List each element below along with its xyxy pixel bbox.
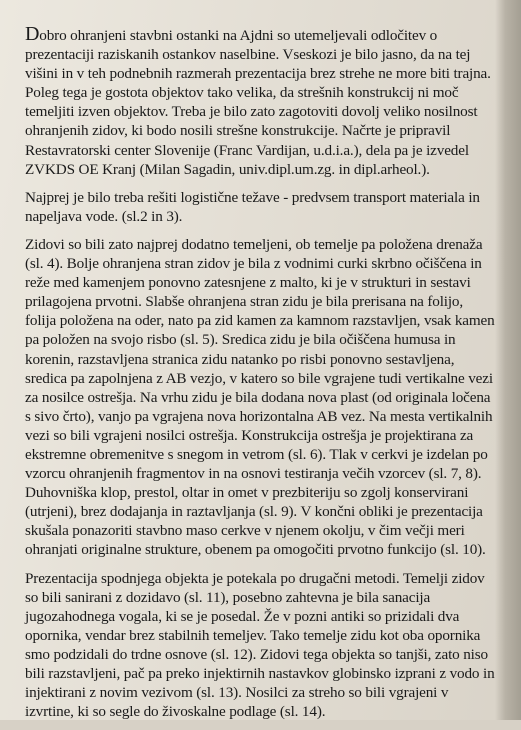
paragraph-2: Najprej je bilo treba rešiti logistične težave - predvsem transport materiala in napeljava vode. (sl.2 in 3). xyxy=(25,188,480,225)
article-text xyxy=(25,23,495,730)
paragraph-4: Prezentacija spodnjega objekta je potekala po drugačni metodi. Temelji zidov so bili sanirani z dozidavo (sl. 11), posebno zahtevna je bila sanacija jugozahodnega vogala, ki se je posedal. Že v pozni antiki so prizidali dva opornika, vendar brez stabilnih temeljev. Tako temelje zidu kot oba opornika smo podzidali do trdne osnove (sl. 12). Zidovi tega objekta so tanjši, zato niso bili razstavljeni, pač pa preko injektirnih nastavkov globinsko izprani z vodo in injektirani z novim vezivom (sl. 13). Nosilci za streho so bili vgrajeni v izvrtine, ki so segle do živoskalne podlage (sl. 14). xyxy=(25,569,495,721)
dropcap: D xyxy=(25,23,40,45)
paragraph-3: Zidovi so bili zato najprej dodatno temeljeni, ob temelje pa položena drenaža (sl. 4). Bolje ohranjena stran zidov je bila z vodnimi curki skrbno očiščena in reže med kamenjem ponovno zatesnjene z malto, ki je v strukturi in sestavi prilagojena prvotni. Slabše ohranjena stran zidu je bila prerisana na folijo, folija položena na oder, nato pa zid kamen za kamnom razstavljen, vsak kamen pa položen na svojo risbo (sl. 5). Sredica zidu je bila očiščena humusa in korenin, razstavljena stranica zidu natanko po risbi ponovno sestavljena, sredica pa zapolnjena z AB vezjo, v katero so bile vgrajene tudi vertikalne vezi za nosilce ostrešja. Na vrhu zidu je bila dodana nova plast (od originala ločena s sivo črto), vanjo pa vgrajena nova horizontalna AB vez. Na mesta vertikalnih vezi so bili vgrajeni nosilci ostrešja. Konstrukcija ostrešja je projektirana za ekstremne obremenitve s snegom in vetrom (sl. 6). Tlak v cerkvi je izdelan po vzorcu ohranjenih fragmentov in na osnovi testiranja večih vzorcev (sl. 7, 8). Duhovniška klop, prestol, oltar in omet v prezbiteriju so zgolj konservirani (utrjeni), brez dodajanja in raztavljanja (sl. 9). V končni obliki je prezentacija skušala ponazoriti stavbno maso cerkve v njenem okolju, v čim večji meri ohranjati originalne strukture, obenem pa omogočiti prvotno funkcijo (sl. 10). xyxy=(25,235,495,559)
paragraph-1 xyxy=(25,23,495,179)
page-edge-shadow xyxy=(495,0,521,720)
paragraph-1-text: obro ohranjeni stavbni ostanki na Ajdni so utemeljevali odločitev o prezentaciji raziskanih ostankov naselbine. Vseskozi je bilo jasno, da na tej višini in v teh podnebnih razmerah prezentacija brez strehe ne more biti trajna. Poleg tega je gostota objektov tako velika, da strešnih konstrukcij ni moč temeljiti izven objektov. Treba je bilo zato zagotoviti dovolj veliko nosilnost ohranjenih zidov, ki bodo nosili strešne konstrukcije. Načrte je pripravil Restavratorski center Slovenije (Franc Vardijan, u.d.i.a.), dela pa je izvedel ZVKDS OE Kranj (Milan Sagadin, univ.dipl.um.zg. in dipl.arheol.). xyxy=(25,27,491,178)
